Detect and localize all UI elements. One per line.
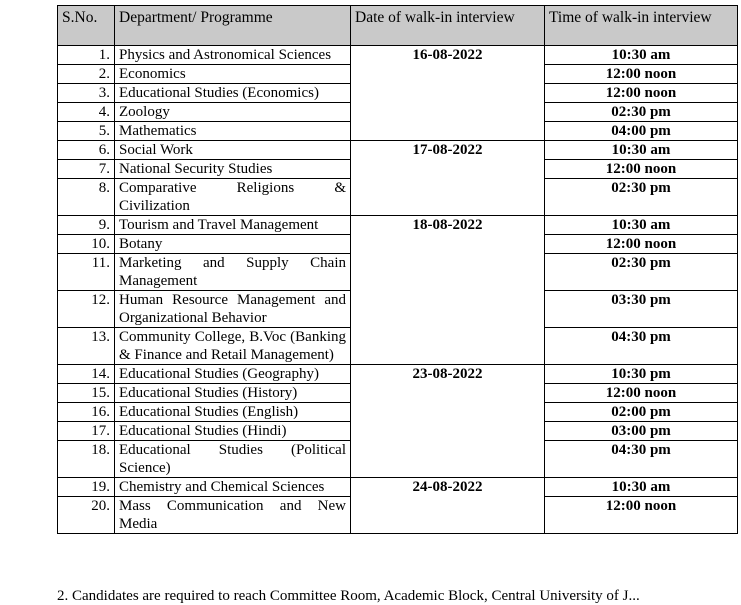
- cell-sno: 15.: [58, 384, 115, 403]
- header-time: Time of walk-in interview: [545, 6, 738, 46]
- cell-sno: 16.: [58, 403, 115, 422]
- cell-department: Comparative Religions & Civilization: [115, 179, 351, 216]
- cell-interview-date: 17-08-2022: [351, 141, 545, 216]
- cell-sno: 6.: [58, 141, 115, 160]
- cell-sno: 3.: [58, 84, 115, 103]
- cell-interview-time: 02:30 pm: [545, 103, 738, 122]
- cell-interview-time: 10:30 am: [545, 141, 738, 160]
- cell-sno: 1.: [58, 46, 115, 65]
- cell-interview-time: 12:00 noon: [545, 160, 738, 179]
- cell-interview-time: 04:30 pm: [545, 328, 738, 365]
- footnote-text: 2. Candidates are required to reach Committee Room, Academic Block, Central University of J...: [57, 588, 640, 604]
- cell-interview-date: 23-08-2022: [351, 365, 545, 478]
- cell-sno: 9.: [58, 216, 115, 235]
- header-sno: S.No.: [58, 6, 115, 46]
- cell-interview-time: 10:30 am: [545, 46, 738, 65]
- cell-interview-date: 18-08-2022: [351, 216, 545, 365]
- cell-interview-date: 24-08-2022: [351, 478, 545, 534]
- cell-department: Educational Studies (Economics): [115, 84, 351, 103]
- cell-sno: 5.: [58, 122, 115, 141]
- cell-interview-time: 12:00 noon: [545, 235, 738, 254]
- cell-department: Mass Communication and New Media: [115, 497, 351, 534]
- cell-interview-time: 12:00 noon: [545, 497, 738, 534]
- cell-interview-time: 04:30 pm: [545, 441, 738, 478]
- cell-sno: 4.: [58, 103, 115, 122]
- cell-department: Community College, B.Voc (Banking & Finance and Retail Management): [115, 328, 351, 365]
- cell-interview-time: 10:30 am: [545, 216, 738, 235]
- table-row: [58, 478, 738, 497]
- cell-sno: 7.: [58, 160, 115, 179]
- cell-department: National Security Studies: [115, 160, 351, 179]
- cell-department: Marketing and Supply Chain Management: [115, 254, 351, 291]
- cell-department: Educational Studies (Political Science): [115, 441, 351, 478]
- interview-schedule-table: [57, 5, 738, 534]
- cell-sno: 10.: [58, 235, 115, 254]
- cell-department: Human Resource Management and Organizational Behavior: [115, 291, 351, 328]
- cell-interview-time: 02:00 pm: [545, 403, 738, 422]
- cell-interview-time: 12:00 noon: [545, 84, 738, 103]
- header-department: Department/ Programme: [115, 6, 351, 46]
- schedule-body: [58, 46, 738, 534]
- cell-department: Zoology: [115, 103, 351, 122]
- cell-sno: 8.: [58, 179, 115, 216]
- cell-sno: 13.: [58, 328, 115, 365]
- table-row: [58, 141, 738, 160]
- cell-interview-time: 10:30 pm: [545, 365, 738, 384]
- cell-interview-time: 10:30 am: [545, 478, 738, 497]
- table-row: [58, 216, 738, 235]
- cell-sno: 2.: [58, 65, 115, 84]
- cell-sno: 19.: [58, 478, 115, 497]
- cell-interview-time: 04:00 pm: [545, 122, 738, 141]
- cell-sno: 11.: [58, 254, 115, 291]
- cell-department: Educational Studies (History): [115, 384, 351, 403]
- cell-department: Social Work: [115, 141, 351, 160]
- header-date: Date of walk-in interview: [351, 6, 545, 46]
- cell-interview-time: 12:00 noon: [545, 65, 738, 84]
- cell-department: Mathematics: [115, 122, 351, 141]
- cell-department: Physics and Astronomical Sciences: [115, 46, 351, 65]
- table-row: [58, 46, 738, 65]
- cell-department: Chemistry and Chemical Sciences: [115, 478, 351, 497]
- cell-department: Economics: [115, 65, 351, 84]
- cell-interview-time: 02:30 pm: [545, 179, 738, 216]
- cell-department: Educational Studies (Hindi): [115, 422, 351, 441]
- cell-sno: 17.: [58, 422, 115, 441]
- cell-sno: 14.: [58, 365, 115, 384]
- cell-department: Educational Studies (English): [115, 403, 351, 422]
- cell-interview-time: 02:30 pm: [545, 254, 738, 291]
- cell-sno: 20.: [58, 497, 115, 534]
- cell-sno: 12.: [58, 291, 115, 328]
- table-row: [58, 365, 738, 384]
- cell-department: Botany: [115, 235, 351, 254]
- cell-department: Tourism and Travel Management: [115, 216, 351, 235]
- cell-interview-time: 03:00 pm: [545, 422, 738, 441]
- header-row: [58, 6, 738, 46]
- cell-interview-time: 03:30 pm: [545, 291, 738, 328]
- cell-interview-time: 12:00 noon: [545, 384, 738, 403]
- cell-department: Educational Studies (Geography): [115, 365, 351, 384]
- cell-interview-date: 16-08-2022: [351, 46, 545, 141]
- cell-sno: 18.: [58, 441, 115, 478]
